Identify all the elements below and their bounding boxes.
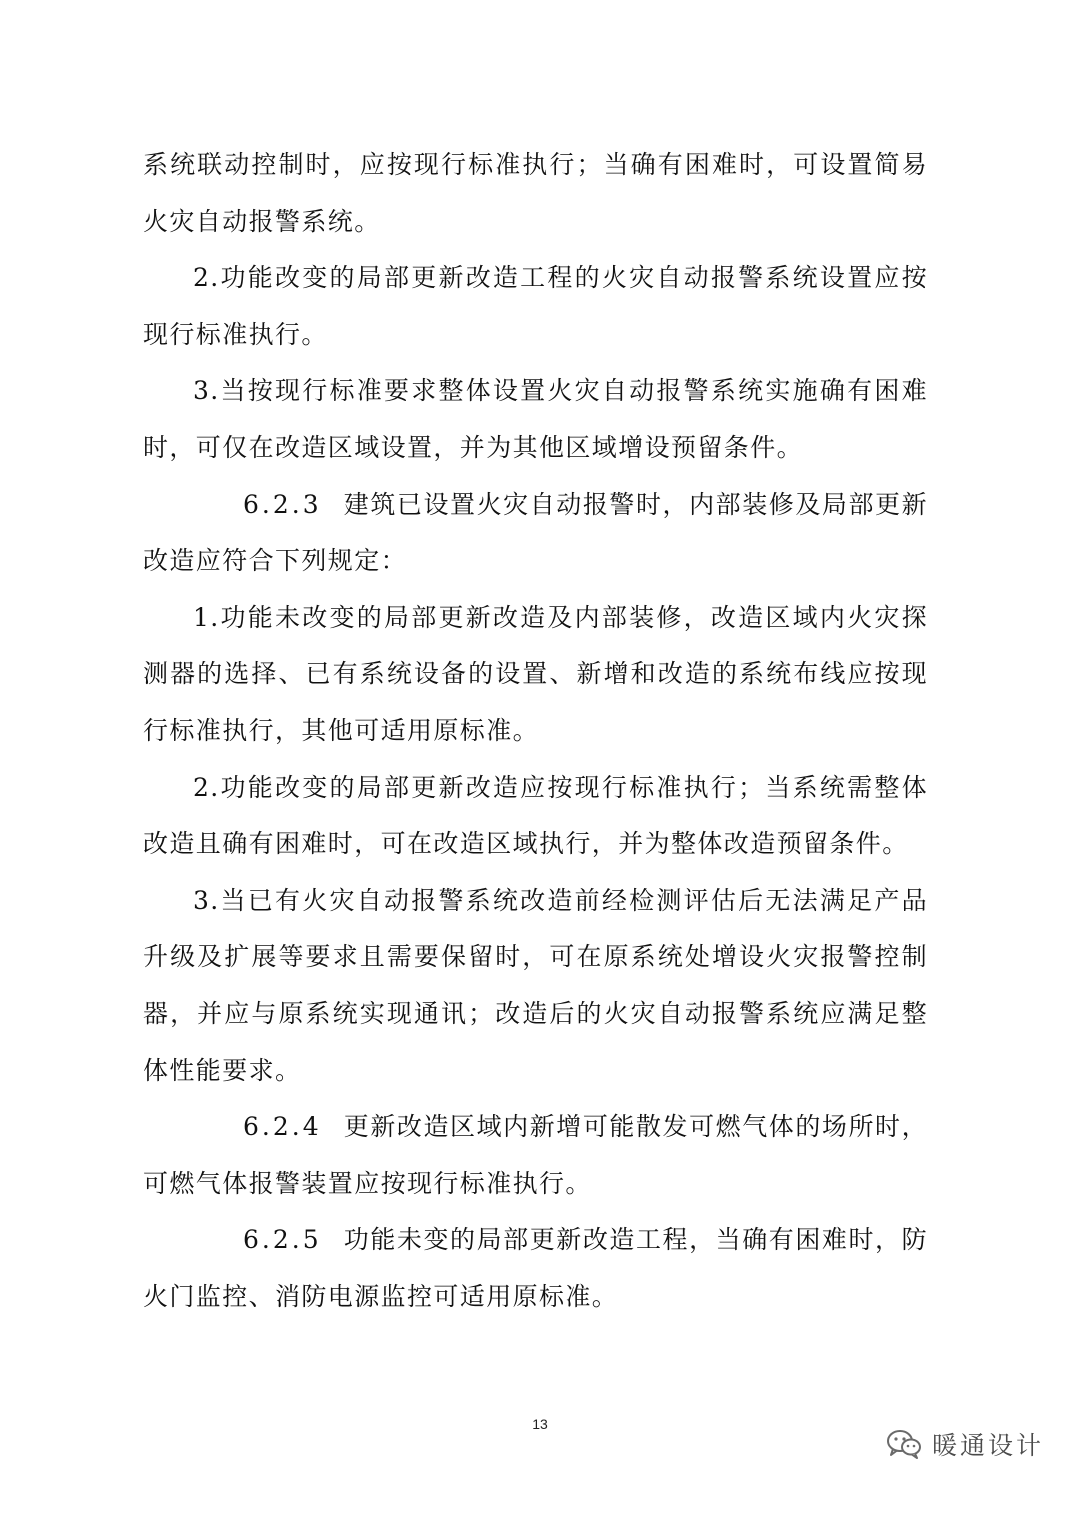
wechat-icon — [886, 1429, 922, 1459]
watermark — [886, 1424, 1044, 1464]
clause-6-2-3 — [143, 477, 928, 590]
paragraph-text: 2.功能改变的局部更新改造工程的火灾自动报警系统设置应按现行标准执行。 — [143, 263, 928, 349]
paragraph-item-3 — [143, 363, 928, 476]
paragraph-text: 功能未变的局部更新改造工程，当确有困难时，防火门监控、消防电源监控可适用原标准。 — [143, 1225, 928, 1311]
clause-6-2-4 — [143, 1099, 928, 1212]
paragraph-item-2b — [143, 760, 928, 873]
paragraph-item-1 — [143, 590, 928, 760]
paragraph-text: 更新改造区域内新增可能散发可燃气体的场所时，可燃气体报警装置应按现行标准执行。 — [143, 1112, 928, 1198]
clause-number: 6.2.5 — [243, 1225, 322, 1255]
watermark-text: 暖通设计 — [931, 1431, 1044, 1460]
paragraph-item-3b — [143, 873, 928, 1099]
document-body — [143, 137, 928, 1325]
paragraph-text: 1.功能未改变的局部更新改造及内部装修，改造区域内火灾探测器的选择、已有系统设备的设置、新增和改造的系统布线应按现行标准执行，其他可适用原标准。 — [143, 602, 928, 745]
clause-number: 6.2.3 — [243, 489, 322, 519]
page-number: 13 — [532, 1416, 548, 1432]
clause-6-2-5 — [143, 1212, 928, 1325]
paragraph-text: 系统联动控制时，应按现行标准执行；当确有困难时，可设置简易火灾自动报警系统。 — [143, 150, 928, 236]
paragraph-text: 2.功能改变的局部更新改造应按现行标准执行；当系统需整体改造且确有困难时，可在改造区域执行，并为整体改造预留条件。 — [143, 772, 928, 859]
paragraph-continuation — [143, 137, 928, 250]
paragraph-text: 3.当按现行标准要求整体设置火灾自动报警系统实施确有困难时，可仅在改造区域设置，并为其他区域增设预留条件。 — [143, 376, 928, 462]
paragraph-text: 建筑已设置火灾自动报警时，内部装修及局部更新改造应符合下列规定： — [143, 489, 928, 576]
paragraph-text: 3.当已有火灾自动报警系统改造前经检测评估后无法满足产品升级及扩展等要求且需要保留时，可在原系统处增设火灾报警控制器，并应与原系统实现通讯；改造后的火灾自动报警系统应满足整体性能要求。 — [143, 885, 928, 1085]
clause-number: 6.2.4 — [243, 1112, 322, 1142]
paragraph-item-2 — [143, 250, 928, 363]
